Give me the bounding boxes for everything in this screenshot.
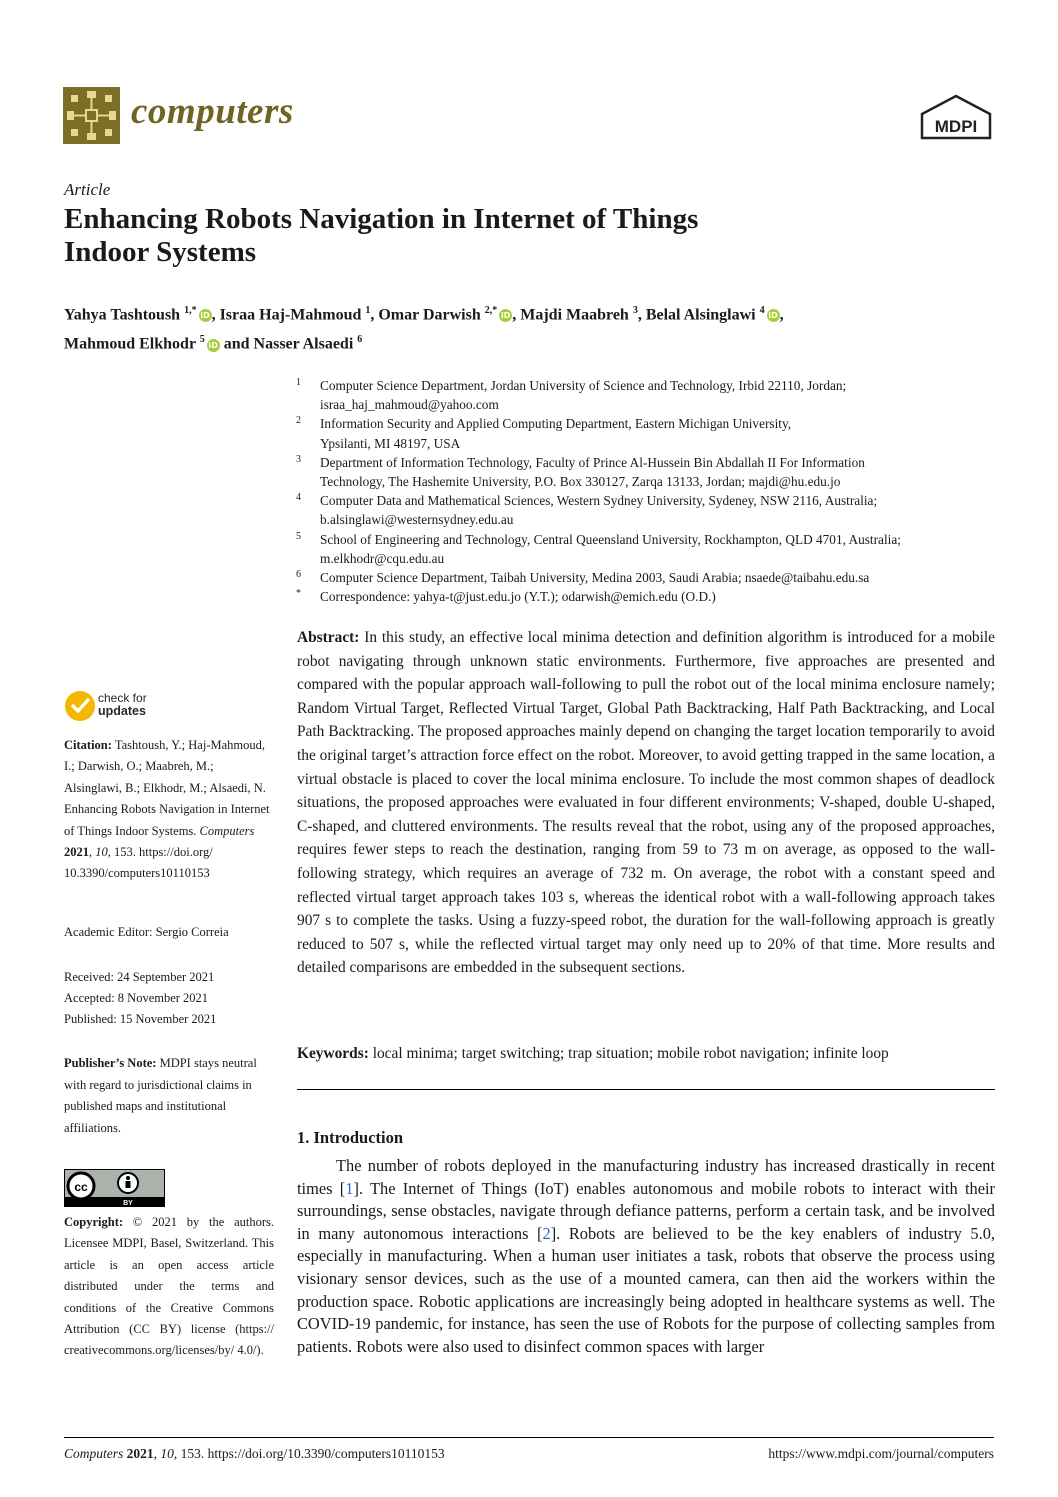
publishers-note [64, 1053, 274, 1139]
abstract-text: In this study, an effective local minima detection and definition algorithm is introduced for a mobile robot navigating through unknown static environments. Furthermore, five approaches are presented and compared with the popular approach wall-following to pull the robot out of the local minima enclosure namely; Random Virtual Target, Reflected Virtual Target, Global Path Backtracking, Half Path Backtracking, and Local Path Backtracking. The proposed approaches mainly depend on changing the target location temporarily to avoid the original target’s attraction force effect on the robot. Moreover, to avoid getting trapped in the same location, a virtual obstacle is placed to cover the local minima enclosure. To include the most common shapes of deadlock situations, the proposed approaches were evaluated in four different environments; V-shaped, double U-shaped, C-shaped, and cluttered environments. The results reveal that the robot, using any of the proposed approaches, requires fewer steps to reach the destination, ranging from 59 to 73 m on average, as opposed to the wall-following strategy, which requires an average of 732 m. On average, the robot with a constant speed and reflected virtual target approach takes 103 s, whereas the identical robot with a wall-following approach takes 907 s to complete the tasks. Using a fuzzy-speed robot, the duration for the wall-following approach is greatly reduced to 507 s, while the reflected virtual target may only need up to 20% of that time. More results and detailed comparisons are embedded in the subsequent sections. [297, 629, 995, 977]
author-list [64, 298, 994, 357]
footer-year: 2021 [126, 1446, 154, 1461]
check-for-updates-label[interactable] [98, 692, 147, 718]
author-separator: , [637, 306, 646, 324]
affiliation-line: b.alsinglawi@westernsydney.edu.au [320, 512, 514, 528]
orcid-icon[interactable]: iD [768, 311, 778, 321]
author-separator: , [779, 306, 784, 324]
author-name: Belal Alsinglawi [645, 306, 756, 324]
orcid-icon[interactable]: iD [208, 340, 218, 350]
check-for-updates-icon[interactable] [64, 688, 100, 724]
affiliation-number: 1 [296, 377, 301, 388]
dates [64, 967, 274, 1030]
author-affiliation-marker: 3 [632, 305, 638, 316]
citation-year: 2021 [64, 845, 89, 860]
author-name: Mahmoud Elkhodr [64, 335, 196, 353]
journal-logo [63, 87, 120, 144]
mdpi-logo [918, 94, 994, 142]
orcid-icon[interactable]: iD [501, 311, 511, 321]
journal-name: computers [131, 91, 294, 132]
keywords [297, 1042, 995, 1065]
paper-title [64, 203, 914, 269]
section-divider [297, 1089, 995, 1090]
footer-volume: 10 [160, 1446, 174, 1461]
intro-paragraph [297, 1155, 995, 1358]
academic-editor: Academic Editor: Sergio Correia [64, 925, 229, 939]
affiliation-number: 6 [296, 569, 301, 581]
received-date: Received: 24 September 2021 [64, 970, 215, 984]
affiliation-item [296, 568, 996, 587]
author-affiliation-marker: 4 [759, 305, 765, 316]
affiliation-line: Computer Science Department, Jordan University of Science and Technology, Irbid 22110, Jordan; [320, 378, 847, 393]
affiliation-line: Technology, The Hashemite University, P.O. Box 330127, Zarqa 13133, Jordan; majdi@hu.edu.jo [320, 474, 841, 490]
citation-journal: Computers [199, 823, 255, 838]
citation: Citation: Tashtoush, Y.; Haj-Mahmoud, I.; Darwish, O.; Maabreh, M.; Alsinglawi, B.; Elkhodr, M.; Alsaedi, N. Enhancing Robots Navigation in Internet of Things Indoor Systems. Computers 2021, 10, 153. https://doi.org/ 10.3390/computers10110153 [64, 738, 270, 881]
affiliation-line: Correspondence: yahya-t@just.edu.jo (Y.T.); odarwish@emich.edu (O.D.) [320, 589, 716, 605]
author-affiliation-marker: 5 [199, 334, 205, 346]
affiliation-number: 5 [296, 530, 301, 542]
reference-link[interactable]: 1 [345, 1178, 354, 1198]
cc-by-license-icon[interactable] [64, 1169, 165, 1207]
accepted-date: Accepted: 8 November 2021 [64, 991, 209, 1005]
footer-divider [64, 1437, 994, 1438]
cc-by-text: BY [123, 1200, 133, 1207]
author-name: Omar Darwish [378, 306, 481, 324]
author-name: Yahya Tashtoush [64, 306, 181, 324]
affiliation-line: School of Engineering and Technology, Central Queensland University, Rockhampton, QLD 4701, Australia; [320, 531, 901, 547]
affiliation-number: 3 [296, 453, 301, 465]
publishers-note-label: Publisher’s Note: [64, 1056, 157, 1070]
footer-journal: Computers [64, 1446, 124, 1461]
affiliation-number: * [296, 588, 301, 600]
affiliation-number: 4 [296, 492, 301, 504]
affiliation-number: 2 [296, 415, 301, 427]
citation-text: Tashtoush, Y.; Haj-Mahmoud, I.; Darwish, O.; Maabreh, M.; Alsinglawi, B.; Elkhodr, M.; Alsaedi, N. Enhancing Robots Navigation in Internet of Things Indoor Systems. [64, 738, 270, 838]
copyright-text: © 2021 by the authors. Licensee MDPI, Basel, Switzerland. This article is an open access article distributed under the terms and conditions of the Creative Commons Attribution (CC BY) license (https:// creativecommons.org/licenses/by/ 4.0/). [64, 1215, 275, 1358]
affiliation-item [296, 587, 996, 606]
footer-citation: Computers 2021, 10, 153. https://doi.org/10.3390/computers10110153 [64, 1446, 445, 1461]
affiliation-line: Ypsilanti, MI 48197, USA [320, 435, 461, 451]
affiliations [296, 376, 996, 606]
author-separator: and [219, 335, 254, 353]
affiliation-item [296, 491, 996, 529]
orcid-icon[interactable]: iD [200, 311, 210, 321]
author-affiliation-marker: 1 [365, 305, 371, 316]
publishers-note-text: MDPI stays neutral with regard to jurisdictional claims in published maps and institutional affiliations. [64, 1056, 257, 1135]
reference-link[interactable]: 2 [542, 1223, 551, 1243]
affiliation-line: m.elkhodr@cqu.edu.au [320, 550, 445, 566]
check-line-2: updates [98, 704, 146, 718]
abstract [297, 626, 995, 980]
affiliation-item [296, 376, 996, 414]
citation-doi[interactable]: , 153. https://doi.org/ 10.3390/computers10110153 [64, 845, 213, 881]
article-type: Article [64, 180, 111, 199]
intro-text-3: ]. Robots are believed to be the key enablers of industry 5.0, especially in manufacturing. When a human user initiates a task, robots that observe the process using visionary sensor devices, such as the use of a mounted camera, can then aid the workers within the production space. Robotic applications are increasingly being adopted in healthcare systems as well. The COVID-19 pandemic, for instance, has seen the use of Robots for the purpose of collecting samples from patients. Robots were also used to disinfect common spaces with larger [297, 1223, 995, 1356]
footer-doi[interactable]: , 153. https://doi.org/10.3390/computers10110153 [173, 1446, 445, 1461]
copyright-label: Copyright: [64, 1215, 124, 1229]
author-affiliation-marker: 6 [357, 334, 363, 346]
affiliation-line: Information Security and Applied Computing Department, Eastern Michigan University, [320, 416, 792, 432]
affiliation-item [296, 414, 996, 452]
published-date: Published: 15 November 2021 [64, 1012, 217, 1026]
intro-text-1: The number of robots deployed in the manufacturing industry has increased drastically in recent times [ [297, 1156, 995, 1198]
keywords-text: local minima; target switching; trap situation; mobile robot navigation; infinite loop [372, 1045, 889, 1062]
intro-text-2: ]. The Internet of Things (IoT) enables autonomous and mobile robots to interact with their surroundings, sense obstacles, navigate through defiance patterns, perform a certain task, and be involved in many autonomous interactions [ [297, 1178, 995, 1243]
section-heading: 1. Introduction [297, 1128, 404, 1147]
title-line-2: Indoor Systems [64, 236, 257, 268]
footer-journal-url[interactable]: https://www.mdpi.com/journal/computers [768, 1446, 994, 1461]
check-line-1: check for [98, 691, 147, 705]
affiliation-line: Computer Data and Mathematical Sciences, Western Sydney University, Sydeney, NSW 2116, Australia; [320, 493, 878, 509]
copyright [64, 1212, 274, 1362]
affiliation-line: Computer Science Department, Taibah University, Medina 2003, Saudi Arabia; nsaede@taibahu.edu.sa [320, 570, 870, 586]
keywords-label: Keywords: [297, 1045, 369, 1062]
author-name: Nasser Alsaedi [253, 335, 354, 353]
citation-volume: 10 [95, 845, 108, 860]
abstract-label: Abstract: [297, 629, 360, 646]
author-name: Majdi Maabreh [520, 306, 629, 324]
author-name: Israa Haj-Mahmoud [219, 306, 362, 324]
author-separator: , [512, 306, 521, 324]
affiliation-item [296, 530, 996, 568]
affiliation-line: Department of Information Technology, Faculty of Prince Al-Hussein Bin Abdallah II For Information [320, 454, 865, 470]
citation-label: Citation: [64, 738, 112, 752]
title-line-1: Enhancing Robots Navigation in Internet of Things [64, 203, 699, 235]
affiliation-item [296, 453, 996, 491]
author-affiliation-marker: 1,* [184, 305, 197, 316]
affiliation-line: israa_haj_mahmoud@yahoo.com [320, 397, 499, 413]
mdpi-logo-text: MDPI [934, 117, 978, 136]
svg-text:cc: cc [74, 1180, 88, 1194]
author-separator: , [211, 306, 220, 324]
author-separator: , [370, 306, 379, 324]
author-affiliation-marker: 2,* [484, 305, 498, 316]
